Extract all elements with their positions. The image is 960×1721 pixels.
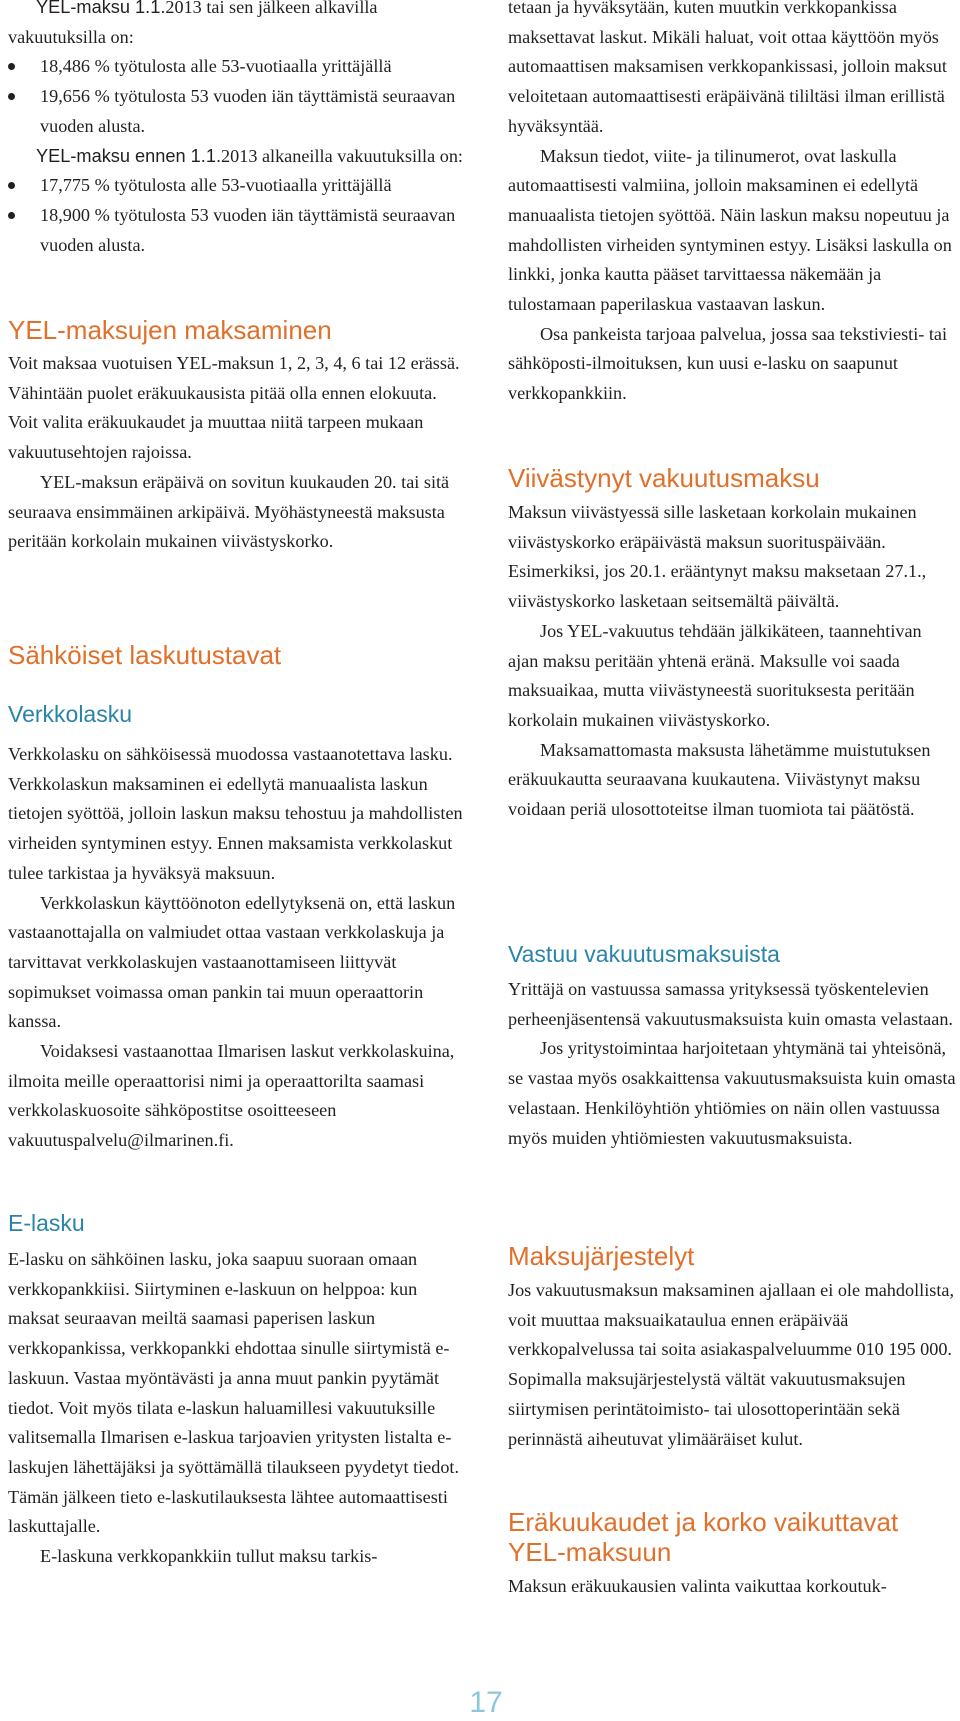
rates-after-list bbox=[8, 52, 470, 141]
installments-paragraph-1: Maksun eräkuukausien valinta vaikuttaa korkoutuk- bbox=[508, 1576, 887, 1596]
heading-elasku: E-lasku bbox=[8, 1210, 85, 1236]
bullet-icon bbox=[8, 63, 15, 70]
bullet-icon bbox=[8, 182, 15, 189]
elasku-continued-paragraph-1: tetaan ja hyväksytään, kuten muutkin verkkopankissa maksettavat laskut. Mikäli haluat, voit ottaa käyttöön myös automaattisen maksamisen verkkopankissasi, jolloin maksut veloitetaan automaattisesti eräpäivänä tililtäsi ilman erillistä hyväksyntää. bbox=[508, 0, 947, 136]
heading-late-payment: Viivästynyt vakuutusmaksu bbox=[508, 463, 820, 493]
rate-intro-after bbox=[8, 0, 470, 52]
liability-paragraph-1: Yrittäjä on vastuussa samassa yrityksessä työskentelevien perheenjäsentensä vakuutusmaksuista kuin omasta velastaan. bbox=[508, 979, 953, 1029]
rate-intro-before bbox=[8, 142, 470, 172]
heading-installments-line-1: Eräkuukaudet ja korko vaikuttavat bbox=[508, 1507, 899, 1537]
heading-installments bbox=[508, 1507, 898, 1567]
rates-before-list bbox=[8, 171, 470, 260]
rate-intro-after-serif: 2013 tai sen jälkeen alkavilla vakuutuksilla on: bbox=[8, 0, 378, 47]
verkkolasku-paragraph-1: Verkkolasku on sähköisessä muodossa vastaanotettava lasku. Verkkolaskun maksaminen ei edellytä manuaalista laskun tietojen syöttöä, jolloin laskun maksu tehostuu ja mahdollisten virheiden syntyminen estyy. Ennen maksamista verkkolaskut tulee tarkistaa ja hyväksyä maksuun. bbox=[8, 744, 463, 883]
late-paragraph-2: Jos YEL-vakuutus tehdään jälkikäteen, taannehtivan ajan maksu peritään yhtenä eränä. Maksulle voi saada maksuaikaa, mutta viivästyneestä suorituksesta peritään korkolain mukainen viivästyskorko. bbox=[508, 620, 922, 730]
bullet-icon bbox=[8, 212, 15, 219]
payment-paragraph-2: YEL-maksun eräpäivä on sovitun kuukauden 20. tai sitä seuraava ensimmäinen arkipäivä. Myöhästyneestä maksusta peritään korkolain mukainen viivästyskorko. bbox=[8, 471, 450, 552]
bullet-icon bbox=[8, 93, 15, 100]
elasku-paragraph-2: E-laskuna verkkopankkiin tullut maksu tarkis- bbox=[40, 1546, 378, 1567]
rate-intro-before-serif: 2013 alkaneilla vakuutuksilla on: bbox=[221, 145, 463, 166]
late-paragraph-3: Maksamattomasta maksusta lähetämme muistutuksen eräkuukautta seuraavana kuukautena. Viivästynyt maksu voidaan periä ulosottoteitse ilman tuomiota tai päätöstä. bbox=[508, 739, 931, 820]
verkkolasku-paragraph-3: Voidaksesi vastaanottaa Ilmarisen laskut verkkolaskuina, ilmoita meille operaattorisi nimi ja operaattorilta saamasi verkkolaskuosoite sähköpostitse osoitteeseen vakuutuspalvelu@ilmarinen.fi. bbox=[8, 1041, 455, 1151]
page-number: 17 bbox=[469, 1686, 503, 1719]
elasku-continued-paragraph-2: Maksun tiedot, viite- ja tilinumerot, ovat laskulla automaattisesti valmiina, jolloin maksaminen ei edellytä manuaalista tietojen syöttöä. Näin laskun maksu nopeutuu ja mahdollisten virheiden syntyminen estyy. Lisäksi laskulla on linkki, jonka kautta pääset tarvittaessa näkemään ja tulostamaan paperilaskua vastaavan laskun. bbox=[508, 145, 952, 315]
verkkolasku-paragraph-2: Verkkolaskun käyttöönoton edellytyksenä on, että laskun vastaanottajalla on valmiudet ottaa vastaan verkkolaskuja ja tarvittavat verkkolaskujen vastaanottamiseen liittyvät sopimukset voimassa oman pankin tai muun operaattorin kanssa. bbox=[8, 892, 456, 1032]
list-item: 18,486 % työtulosta alle 53-vuotiaalla yrittäjällä bbox=[8, 52, 470, 82]
heading-verkkolasku: Verkkolasku bbox=[8, 701, 133, 727]
payment-paragraph-1: Voit maksaa vuotuisen YEL-maksun 1, 2, 3, 4, 6 tai 12 erässä. Vähintään puolet eräkuukausista pitää olla ennen elokuuta. Voit valita eräkuukaudet ja muuttaa niitä tarpeen mukaan vakuutusehtojen rajoissa. bbox=[8, 353, 460, 463]
list-item: 17,775 % työtulosta alle 53-vuotiaalla yrittäjällä bbox=[8, 171, 470, 201]
rate-intro-before-sans: YEL-maksu ennen 1.1. bbox=[36, 145, 222, 166]
liability-paragraph-2: Jos yritystoimintaa harjoitetaan yhtymänä tai yhteisönä, se vastaa myös osakkaittensa vakuutusmaksuista kuin omasta velastaan. Henkilöyhtiön yhtiömies on näin ollen vastuussa myös muiden yhtiömiesten vakuutusmaksuista. bbox=[508, 1038, 956, 1148]
heading-installments-line-2: YEL-maksuun bbox=[508, 1537, 672, 1567]
list-item: 18,900 % työtulosta 53 vuoden iän täyttämistä seuraavan vuoden alusta. bbox=[8, 201, 470, 260]
heading-liability: Vastuu vakuutusmaksuista bbox=[508, 941, 780, 967]
late-paragraph-1: Maksun viivästyessä sille lasketaan korkolain mukainen viivästyskorko eräpäivästä maksun suorituspäivään. Esimerkiksi, jos 20.1. erääntynyt maksu maksetaan 27.1., viivästyskorko lasketaan seitsemältä päivältä. bbox=[508, 502, 927, 612]
arrangements-paragraph-1: Jos vakuutusmaksun maksaminen ajallaan ei ole mahdollista, voit muuttaa maksuaikataulua ennen eräpäivää verkkopalvelussa tai soita asiakaspalveluumme 010 195 000. Sopimalla maksujärjestelystä vältät vakuutusmaksujen siirtymisen perintätoimisto- tai ulosottoperintään sekä perinnästä aiheutuvat ylimääräiset kulut. bbox=[508, 1280, 955, 1449]
elasku-continued-paragraph-3: Osa pankeista tarjoaa palvelua, jossa saa tekstiviesti- tai sähköposti-ilmoituksen, kun uusi e-lasku on saapunut verkkopankkiin. bbox=[508, 323, 948, 404]
list-item: 19,656 % työtulosta 53 vuoden iän täyttämistä seuraavan vuoden alusta. bbox=[8, 82, 470, 141]
heading-electronic-billing: Sähköiset laskutustavat bbox=[8, 640, 282, 670]
elasku-paragraph-1: E-lasku on sähköinen lasku, joka saapuu suoraan omaan verkkopankkiisi. Siirtyminen e-laskuun on helppoa: kun maksat seuraavan meiltä saamasi paperisen laskun verkkopankissa, verkkopankki ehdottaa sinulle siirtymistä e-laskuun. Vastaa myöntävästi ja anna muut pankin pyytämät tiedot. Voit myös tilata e-laskun haluamillesi vakuutuksille valitsemalla Ilmarisen e-laskua tarjoavien yritysten listalta e-laskujen lähettäjäksi ja syöttämällä tilaukseen pyydetyt tiedot. Tämän jälkeen tieto e-laskutilauksesta lähtee automaattisesti laskuttajalle. bbox=[8, 1249, 460, 1537]
rate-intro-after-sans: YEL-maksu 1.1. bbox=[36, 0, 166, 17]
heading-payment-arrangements: Maksujärjestelyt bbox=[508, 1241, 695, 1271]
heading-yel-payment: YEL-maksujen maksaminen bbox=[8, 315, 332, 345]
